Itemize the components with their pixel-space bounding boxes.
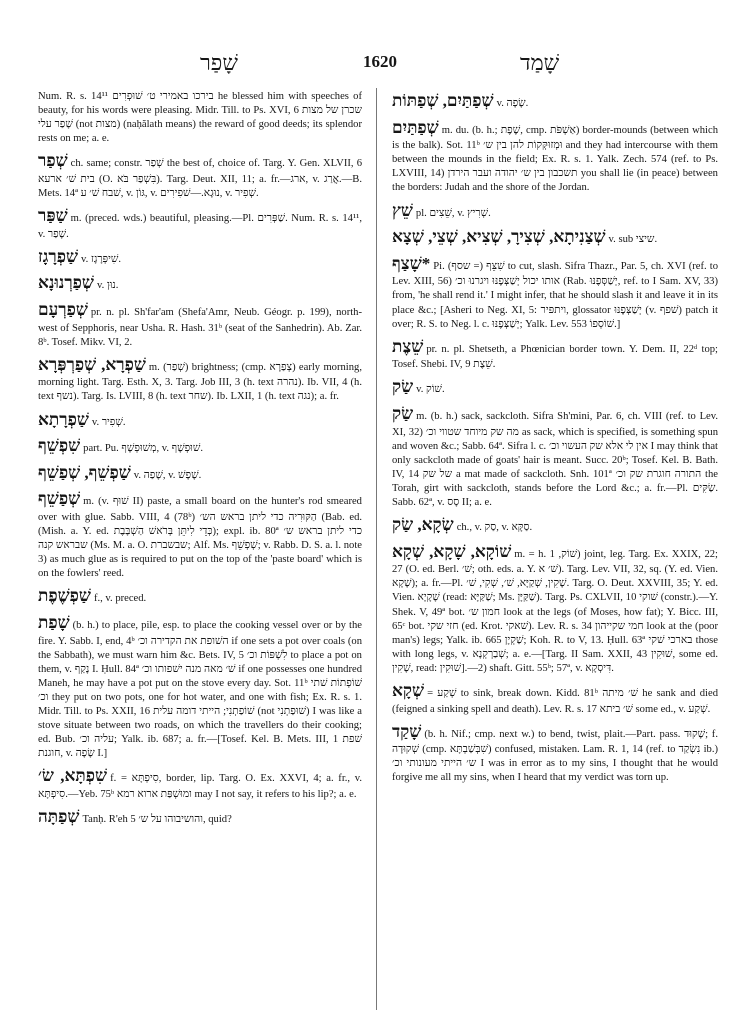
entry-definition: pr. n. pl. Sh'far'am (Shefa'Amr, Neub. Géogr. p. 199), north-west of Sepphoris, near Usha. R. Hash. 31ᵇ (seat of the Sanhedrin). Ab. Zar. 8ᵇ. Tosef. Mikv. VI, 2. (38, 306, 362, 348)
entry-headword: שַׁפַּר (38, 206, 68, 226)
dictionary-entry (38, 354, 362, 405)
dictionary-entry (38, 806, 362, 829)
dictionary-entry (38, 585, 362, 608)
dictionary-entry (38, 765, 362, 802)
dictionary-entry (392, 514, 718, 537)
dictionary-entry (38, 205, 362, 242)
entry-definition: m. (preced. wds.) beautiful, pleasing.—Pl. שַׁפְּרִים. Num. R. s. 14¹¹, v. שָׁפַר. (38, 213, 362, 240)
entry-definition: m. du. (b. h.; שֶׁפֶת, cmp. אַשְׁפֹּת) border-mounds (between which is the balk). Sot. 11ᵇ וּמְזוּקְּקוֹת להן בין ש׳ and they had intercourse with them between the mounds in the field; Ex. R. s. 1. Yalk. Zech. 574 (ref. to Ps. LXVIII, 14) תשכבון בין ש׳ יהודה ועבר הירדן you shall lie (in peace) between the borders: Judah and the shore of the Jordan. (392, 124, 718, 194)
entry-definition: v. שׁוֹק. (416, 384, 445, 396)
dictionary-entry (392, 376, 718, 399)
entry-headword: שְׁפַשֵׁף (38, 489, 81, 509)
entry-headword: שְׂקָא, שַׂק (392, 515, 454, 535)
page-number: 1620 (363, 52, 397, 71)
entry-definition: v. נוּן. (96, 280, 119, 292)
dictionary-entry (38, 299, 362, 350)
entry-headword: שׁוֹקָא, שָׁקָא, שְׁקָא (392, 541, 512, 561)
page-header (0, 50, 750, 76)
entry-definition: Tanḥ. R'eh 5 והושיבוהו על ש׳, quid? (82, 813, 232, 825)
entry-headword: שַׁפְרָתָא (38, 409, 89, 429)
entry-headword: שְׁצַנִיתָא, שְׁצִירָ, שְׁצִיא, שְׁצֵי, שְׁצָא (392, 227, 606, 247)
entry-headword: שָׁפַת (38, 612, 70, 632)
entry-definition: f., v. preced. (93, 593, 147, 605)
entry-definition: (b. h. Nif.; cmp. next w.) to bend, twist, plait.—Part. pass. שָׁקוּד; f. שְׁקוּדָה (cmp. שִׁבְּשַׁבְתָּא) confused, mistaken. Lam. R. 1, 14 (ref. to נִשְׂקַד ib.) ש׳ הייתי מעונותי וכ׳ I was in error as to my sins, I thought that he would forgive me all my sins, when I heard that my verdict was torn up. (392, 728, 718, 784)
entry-definition: m. = h. שׁוֹק, 1) joint, leg. Targ. Ex. XXIX, 22; 27 (O. ed. Berl. שׁ׳; oth. eds. a. Y. שׁ׳ א). Targ. Lev. VII, 32, sq. (Y. ed. Vien. שָׁקָא); a. fr.—Pl. שָׁקִין, שְׁקַיָּא, שׁ׳, שְׁקִי, שׁ׳. Targ. O. Deut. XXVIII, 35; Y. ed. Vien. שָׁקָיָא (read: שַׁקַּיָּא; Ms. שַׁקַּיָּן). Targ. Ps. CXLVII, 10 שׁוקי (constr.).—Y. Shek. V, 49ª bot. חמון ש׳ look at the legs (of Moses, how fat); Y. Bicc. III, 65ᶜ bot. חזי שקי (ed. Krot. שׁאקי). Lev. R. s. 34 חמי שקייהון look at the (poor man's) legs; Yalk. ib. 665 שַׁקְיָן; Koh. R. to V, 13. Ḥull. 63ª בארכי שׁקי those with long legs, v. שְׁבַרְקְנָא; a. e.—[Targ. II Sam. XXII, 43 שׁוּקִין, some ed. שָׁקִין, read: שׁוּקִין].—2) shaft. Gitt. 55ᵇ; 57ª, v. דִּיסְקָא. (392, 548, 718, 674)
entry-headword: שַׂק (392, 403, 414, 423)
dictionary-entry (392, 403, 718, 510)
dictionary-entry (392, 226, 718, 249)
entry-headword: שֵׁץ (392, 200, 413, 220)
dictionary-entry (38, 90, 362, 146)
entry-definition: m. (שְׁפַר) brightness; (cmp. צְפַרָא) early morning, morning light. Targ. Esth. X, 3. Targ. Job III, 3 (h. text נהרה). Ib. VII, 4 (h. text נשף). Targ. Is. LVIII, 8 (h. text שחר). Ib. LXII, 1 (h. text נגה); a. fr. (38, 361, 362, 403)
entry-headword: שֵׁצֶת (392, 336, 424, 356)
dictionary-entry (38, 272, 362, 295)
entry-definition: pl. שֵׁצִים, v. שְׁרִיץ. (415, 207, 491, 219)
dictionary-entry (38, 612, 362, 761)
entry-definition: v. שָׂפָה. (496, 98, 529, 109)
entry-headword: שְׁפַתָּה (38, 806, 80, 826)
dictionary-entry (392, 90, 718, 113)
entry-definition: v. שָׁפַה, v. שָׁפָשׁ. (133, 469, 202, 481)
entry-definition: m. (b. h.) sack, sackcloth. Sifra Sh'mini, Par. 6, ch. VIII (ref. to Lev. XI, 32) מה שק מיוחד שטווי וכ׳ as sack, which is specified, is something spun and woven &c.; Sabb. 64ª. Sifra l. c. אין לי אלא שק העשוי וכ׳ I may think that only sackcloth made of goats' hair is meant. Succ. 20ᵇ; Tosef. Kel. B. Bath. IV, 14 של שק a mat made of sackcloth. Snh. 101ª התורה חוגרת שק וכ׳ the Torah, girt with sackcloth, stands before the Lord &c.; a. fr.—Pl. שַׂקִּים. Sabb. 62ª, v. סָס II; a. e. (392, 410, 718, 508)
entry-headword: שַׂק (392, 377, 414, 397)
dictionary-entry (38, 462, 362, 485)
entry-headword: שִׁפְשֵׁף (38, 436, 81, 456)
entry-definition: ch., v. סַק, v. סַקָּא. (456, 522, 533, 534)
entry-headword: שְׁפַרְנוּנָא (38, 273, 94, 293)
entry-definition: (b. h.) to place, pile, esp. to place the cooking vessel over or by the fire. Y. Sabb. I, end, 4ᵇ השׁופת את הקדירה וכ׳ if one sets a pot over coals (on the Sabbath), we must warn him &c. Bets. IV, 5 לִשְׁפּוֹת וכ׳ to place a pot on them, v. נָקַף I. Ḥull. 84ª שׁ׳ מאה מנה ישׁפותו וכ׳ if one possesses one hundred Maneh, he may have a pot put on the stove every day. Sot. 11ᵇ שׁוֹפְתוֹת שׁתי וכ׳ they put on two pots, one for hot water, and one with fish; Ex. R. s. 1. Midr. Till. to Ps. XXII, 16 שׁוֹפַתְנִי; הייתי דומה עלית (not שׁוּפַתְנִי) I was like a stove situate between two roads, on which the travellers do their cooking; ed. Bub. עליה וכ׳; Yalk. ib. 687; a. fr.—[Tosef. Kel. B. Mets. III, 1 שׁפת חוגנת, v. שָׂפָה I.] (38, 619, 362, 760)
entry-definition: m. (v. שׁוּף II) paste, a small board on the hunter's rod smeared over with glue. Sabb. VIII, 4 (78ᵇ) הַקּוּרִיה כדי ליתן בראש הש׳ (Bab. ed. (Mish. a. Y. ed. כְּדֵי לִיתֵּן בְּרֹאשׁ הַשְׁבָּבֶת); expl. ib. 80ª כדי ליתן בראש ש׳ שבראש קנה (Ms. M. a. O. שבשברת; Alf. Ms. שְׁפְשֵׁף; v. Rabb. D. S. a. l. note 3) as much glue as is required to put on the top of the 'paste board' which is on the fowlers' reed. (38, 496, 362, 580)
entry-headword: שְׁפַר (38, 151, 68, 171)
entry-definition: Num. R. s. 14¹¹ בירכו באמירי ט׳ שׁוּפְרִים he blessed him with speeches of beauty, for his words were pleasing. Midr. Till. to Ps. XVI, 6 שכרן של מצות שָׁפַר עלי (not מצות) (naḥălath means) the reward of good deeds; its splendor rests on me; a. e. (38, 91, 362, 145)
dictionary-entry (392, 541, 718, 676)
entry-headword: שַׁפְשֵׁף, שְׁפַשֵׁף (38, 462, 131, 482)
entry-headword: שִׁפְתָּא, שׂ׳ (38, 766, 108, 786)
entry-definition: = שְׁקַע to sink, break down. Kidd. 81ᵇ שׁ׳ מיתה he sank and died (feigned a sinking spell and death). Lev. R. s. 17 שׁ׳ ביתא some ed., v. שְׁקַע. (392, 687, 718, 715)
entry-definition: v. שִׁיפְּרָגָז. (81, 253, 122, 265)
entry-headword: שְׁקָא (392, 680, 425, 700)
entry-headword: שַׁפְרָגָז (38, 246, 78, 266)
dictionary-entry (38, 409, 362, 432)
dictionary-entry (38, 246, 362, 269)
entry-headword: *שָׁצַף (392, 253, 431, 273)
entry-definition: part. Pu. מְשׁוּפְשָׁף, v. שׁוּפְשָׁף. (83, 443, 204, 455)
entry-definition: ch. same; constr. שְׁפַר the best of, choice of. Targ. Y. Gen. XLVII, 6 בית שׁ׳ ארעא (O. בִּשְׁפַר בֹּא). Targ. Deut. XII, 11; a. fr.—ארג, v. אֲרַג.—B. Mets. 14ª שׁבח שׁ׳ ע, v. גּוֹן, v. נוּגָא.—שׁפִירִים, v. שְׁפִיר. (38, 158, 362, 199)
entry-headword: שְׁפַתַּיִם (392, 117, 439, 137)
dictionary-entry (392, 721, 718, 786)
dictionary-entry (392, 253, 718, 332)
entry-headword: שְׁפַרְעָם (38, 299, 88, 319)
entry-headword: שְׁפַתַּיִם, שְׁפַתּוֹת (392, 91, 494, 110)
entry-definition: pr. n. pl. Shetseth, a Phœnician border town. Y. Dem. II, 22ᵈ top; Tosef. Shebi. IV, 9 שֵׁצֶת. (392, 343, 718, 371)
entry-definition: v. שְׁפִיר. (91, 416, 126, 428)
entry-headword: שָׁקַד (392, 721, 422, 741)
column-divider (376, 88, 377, 1010)
dictionary-entry (38, 435, 362, 458)
dictionary-entry (38, 150, 362, 201)
right-column (392, 90, 718, 1010)
entry-headword: שַׁפְשֶׁפֶת (38, 586, 91, 606)
dictionary-entry (392, 680, 718, 717)
entry-definition: f. = סִיפְתָּא, border, lip. Targ. O. Ex. XXVI, 4; a. fr., v. סִיפְתָּא.—Yeb. 75ᵇ ומוּשְׁפַּת ארוא רמא may I not say, it refers to his lip?; a. e. (38, 773, 362, 800)
left-column (38, 90, 362, 1010)
dictionary-entry (392, 117, 718, 196)
dictionary-entry (392, 336, 718, 373)
entry-definition: v. sub שיצי. (608, 234, 658, 246)
dictionary-entry (392, 200, 718, 223)
dictionary-entry (38, 488, 362, 581)
right-running-head: שָׁמַד (520, 50, 560, 75)
left-running-head: שָׁפַר (200, 50, 238, 75)
entry-headword: שַׁפְרָא, שְׁפַרְפְּרָא (38, 354, 146, 374)
entry-definition: Pi. שִׁצֵּף (= שסף) to cut, slash. Sifra Thazr., Par. 5, ch. XVI (ref. to Lev. XIII, 56) אותו יכול יְשַׁצְּפֶנּוּ ויגרנוּ וכ׳ (Rab. יְשַׁסְּפֶנּוּ, ref. to I Sam. XV, 33) from, 'he shall rend it.' I might infer, that he should slash it and leave it in its place &c.; [Asheri to Neg. XI, 5: ויתפּיר, glossator יְשַׁצְּפֶנּוּ (v. שׁפף) patch it over; R. S. to Neg. l. c. יְשַׁצְּפֶנּוּ; Yalk. Lev. 553 שׁוֹסְפוֹ.] (392, 260, 718, 330)
